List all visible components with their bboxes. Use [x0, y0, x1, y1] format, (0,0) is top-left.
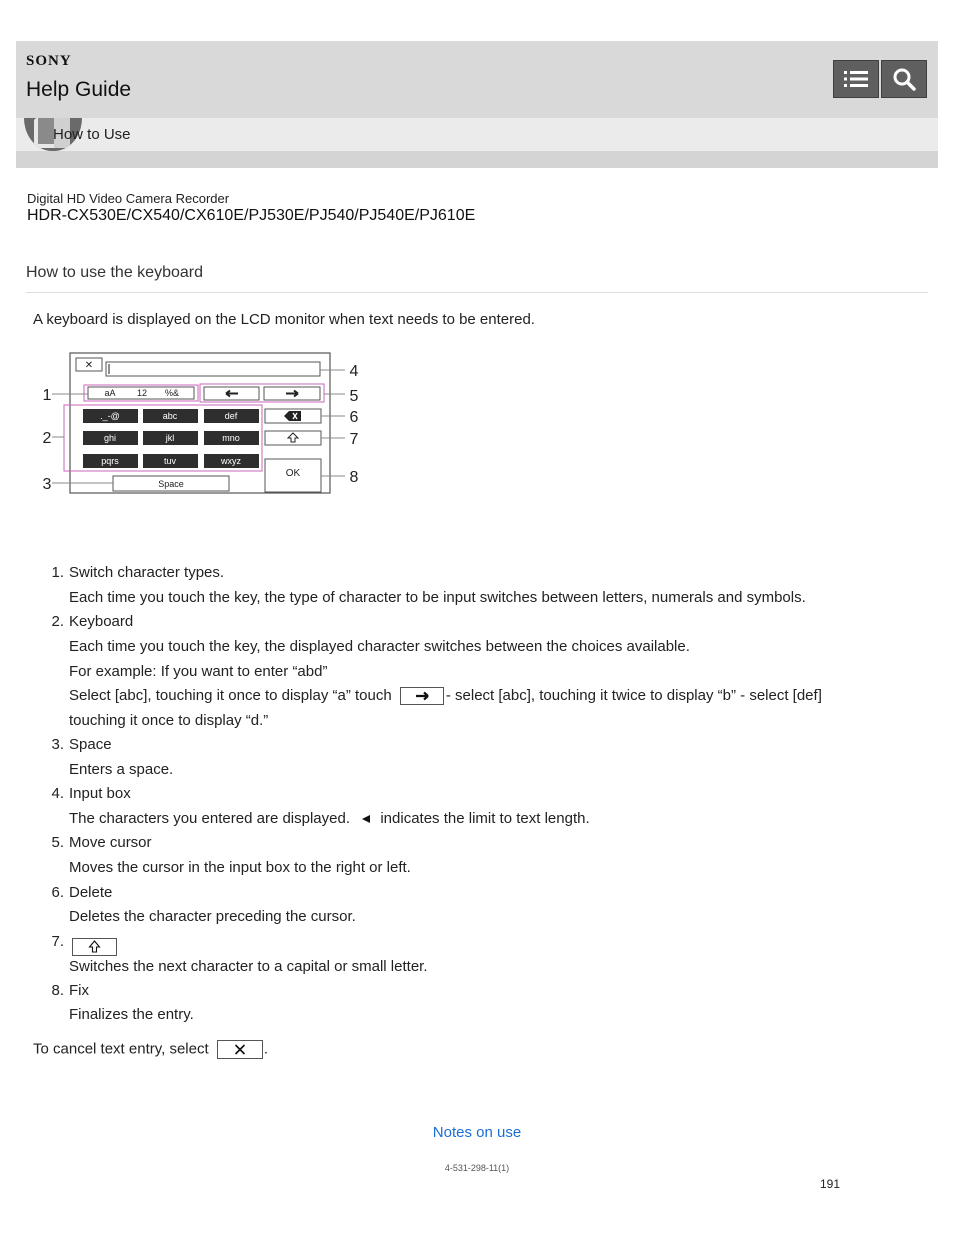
- cancel-key-inline: [217, 1040, 263, 1059]
- document-code: 4-531-298-11(1): [444, 1163, 510, 1173]
- shift-key-inline: [72, 938, 117, 956]
- callout-8: 8: [349, 469, 359, 486]
- svg-text:._-@: ._-@: [100, 411, 120, 421]
- header-bar: [16, 41, 938, 118]
- cancel-key: ✕: [84, 360, 94, 371]
- right-arrow-key-inline: [400, 687, 444, 705]
- intro-text: A keyboard is displayed on the LCD monitor when text needs to be entered.: [33, 311, 535, 328]
- callout-3: 3: [42, 476, 52, 493]
- cancel-instruction: To cancel text entry, select .: [33, 1040, 268, 1058]
- svg-text:tuv: tuv: [163, 456, 177, 466]
- breadcrumb-how-to-use[interactable]: How to Use: [53, 126, 131, 143]
- svg-text:jkl: jkl: [165, 433, 175, 443]
- callout-6: 6: [349, 409, 359, 426]
- type-key-symbols: %&: [164, 388, 180, 398]
- svg-text:def: def: [224, 411, 238, 421]
- char-key-grid: [83, 409, 259, 468]
- callout-4: 4: [349, 363, 359, 380]
- product-model: HDR-CX530E/CX540/CX610E/PJ530E/PJ540/PJ540E/PJ610E: [27, 207, 476, 224]
- breadcrumb-bar: [16, 118, 938, 151]
- product-category: Digital HD Video Camera Recorder: [27, 191, 230, 206]
- svg-text:wxyz: wxyz: [221, 456, 241, 466]
- page-title: How to use the keyboard: [26, 264, 203, 281]
- space-key: Space: [158, 479, 184, 489]
- toc-button[interactable]: [833, 60, 879, 98]
- right-arrow-icon: [401, 688, 443, 704]
- list-icon: [843, 69, 869, 89]
- guide-title: Help Guide: [26, 78, 132, 101]
- brand-logo: SONY: [26, 53, 72, 69]
- svg-text:mno: mno: [222, 433, 240, 443]
- header-divider: [16, 151, 938, 168]
- close-icon: [218, 1041, 262, 1058]
- svg-text:abc: abc: [162, 411, 178, 421]
- callout-7: 7: [349, 431, 359, 448]
- callout-2: 2: [42, 430, 52, 447]
- heading-divider: [26, 292, 928, 293]
- callout-5: 5: [349, 388, 359, 405]
- search-icon: [892, 67, 916, 91]
- notes-on-use-link[interactable]: Notes on use: [432, 1124, 522, 1141]
- page-number: 191: [820, 1177, 841, 1191]
- text-limit-triangle-icon: [354, 813, 376, 825]
- svg-text:pqrs: pqrs: [101, 456, 119, 466]
- ok-key: OK: [285, 468, 301, 479]
- search-button[interactable]: [881, 60, 927, 98]
- shift-arrow-icon: [73, 939, 116, 955]
- callout-1: 1: [42, 387, 52, 404]
- type-key-numerals: 12: [136, 388, 148, 398]
- type-key-letters: aA: [104, 388, 116, 398]
- keyboard-diagram: [40, 350, 370, 510]
- svg-text:ghi: ghi: [103, 433, 117, 443]
